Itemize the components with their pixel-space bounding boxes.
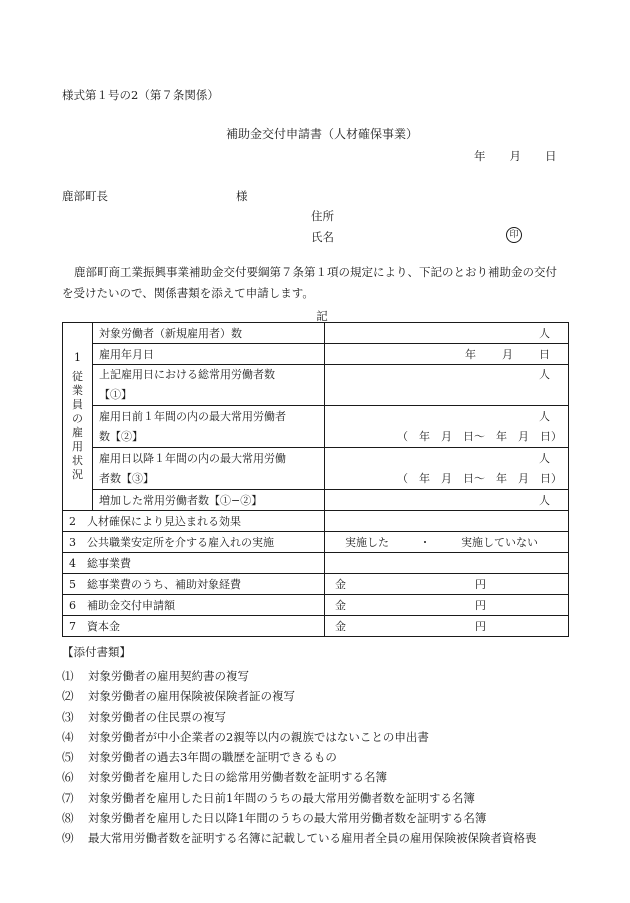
- section-label-char: 雇: [72, 426, 83, 439]
- list-item: [62, 828, 537, 848]
- value-cell[interactable]: [325, 532, 569, 553]
- row-label: [63, 595, 325, 616]
- list-item: [62, 767, 537, 787]
- row-label: [63, 553, 325, 574]
- row-label-text: 公共職業安定所を介する雇入れの実施: [87, 536, 274, 549]
- row-label-text: 資本金: [87, 620, 120, 633]
- list-item: [62, 707, 537, 727]
- row-number: 2: [69, 515, 76, 528]
- value-cell[interactable]: [325, 365, 569, 406]
- option-separator: ・: [419, 536, 431, 549]
- row-label: [63, 511, 325, 532]
- unit-label: 人: [539, 494, 550, 507]
- row-label: 対象労働者（新規雇用者）数: [93, 323, 325, 344]
- section-number: 1: [74, 351, 81, 364]
- item-number: ⑵: [62, 689, 74, 704]
- item-text: 対象労働者の過去3年間の職歴を証明できるもの: [88, 750, 337, 765]
- list-item: [62, 788, 537, 808]
- date-day: 日: [545, 149, 557, 163]
- section-label-char: 用: [72, 440, 83, 453]
- item-number: ⑴: [62, 669, 74, 683]
- value-cell[interactable]: [325, 616, 569, 637]
- addressee-honorific: 様: [236, 189, 248, 203]
- month-label: 月: [502, 348, 513, 361]
- date-month: 月: [509, 149, 521, 163]
- application-statement: 鹿部町商工業振興事業補助金交付要綱第７条第１項の規定により、下記のとおり補助金の交付を受けたいので、関係書類を添えて申請します。: [62, 265, 557, 300]
- item-text: 対象労働者を雇用した日以降1年間のうちの最大常用労働者数を証明する名簿: [88, 811, 487, 826]
- name-label: 氏名: [311, 230, 334, 244]
- year-label: 年: [465, 348, 476, 361]
- row-number: 4: [69, 557, 76, 570]
- date-year: 年: [474, 149, 486, 163]
- row-number: 3: [69, 536, 76, 549]
- value-cell[interactable]: [325, 511, 569, 532]
- value-cell[interactable]: [325, 595, 569, 616]
- row-label: [63, 616, 325, 637]
- unit-label: 人: [539, 327, 550, 340]
- section-label-char: の: [72, 412, 83, 425]
- period-label: （ 年 月 日〜 年 月 日）: [397, 471, 562, 485]
- item-text: 対象労働者を雇用した日前1年間のうちの最大常用労働者数を証明する名簿: [88, 790, 475, 805]
- section-label-char: 業: [72, 384, 83, 397]
- row-label: [63, 574, 325, 595]
- application-table: [62, 322, 569, 637]
- row-label-line: 雇用日以降１年間の内の最大常用労働: [99, 451, 286, 465]
- row-number: 7: [69, 620, 76, 633]
- option-not-implemented[interactable]: 実施していない: [461, 536, 538, 549]
- row-label: [93, 406, 325, 448]
- currency-prefix: 金: [335, 599, 346, 612]
- section-label-char: 員: [72, 398, 83, 411]
- list-item: [62, 666, 537, 686]
- item-number: ⑸: [62, 750, 74, 765]
- list-item: [62, 747, 537, 767]
- item-number: ⑻: [62, 811, 74, 826]
- value-cell[interactable]: [325, 344, 569, 365]
- row-label-line: 数【②】: [99, 429, 143, 443]
- item-text: 対象労働者を雇用した日の総常用労働者数を証明する名簿: [88, 770, 387, 785]
- day-label: 日: [539, 348, 550, 361]
- row-label-text: 人材確保により見込まれる効果: [87, 515, 241, 528]
- item-text: 対象労働者の住民票の複写: [88, 709, 226, 724]
- seal-mark: 印: [506, 227, 522, 243]
- unit-label: 人: [539, 451, 550, 465]
- row-label: [63, 532, 325, 553]
- section-label-char: 状: [72, 454, 83, 467]
- row-label-text: 総事業費: [87, 557, 131, 570]
- section-label-char: 従: [72, 370, 83, 383]
- section-employment-status: [63, 323, 93, 511]
- item-number: ⑷: [62, 729, 74, 744]
- address-label: 住所: [311, 209, 334, 223]
- value-cell[interactable]: [325, 406, 569, 448]
- item-number: ⑹: [62, 770, 74, 785]
- row-number: 5: [69, 578, 76, 591]
- row-label: [93, 448, 325, 490]
- date-fields: [465, 346, 550, 362]
- row-label-text: 総事業費のうち、補助対象経費: [87, 578, 241, 591]
- document-title: 補助金交付申請書（人材確保事業）: [225, 127, 418, 141]
- item-number: ⑼: [62, 831, 74, 846]
- attachments-title: 【添付書類】: [62, 645, 131, 659]
- list-item: [62, 727, 537, 747]
- application-date: [474, 148, 557, 164]
- row-label-line: 者数【③】: [99, 471, 154, 485]
- row-label-line: 上記雇用日における総常用労働者数: [99, 368, 275, 381]
- row-label: 増加した常用労働者数【①−②】: [93, 490, 325, 511]
- unit-label: 人: [539, 409, 550, 423]
- option-implemented[interactable]: 実施した: [345, 536, 389, 549]
- row-label-text: 補助金交付申請額: [87, 599, 175, 612]
- item-text: 対象労働者が中小企業者の2親等以内の親族ではないことの申出書: [88, 729, 429, 744]
- value-cell[interactable]: [325, 574, 569, 595]
- item-text: 最大常用労働者数を証明する名簿に記載している雇用者全員の雇用保険被保険者資格喪: [88, 831, 537, 846]
- currency-prefix: 金: [335, 620, 346, 633]
- ki-heading: 記: [316, 309, 328, 323]
- row-number: 6: [69, 599, 76, 612]
- value-cell[interactable]: [325, 323, 569, 344]
- form-number: 様式第１号の2（第７条関係）: [62, 88, 219, 102]
- period-label: （ 年 月 日〜 年 月 日）: [397, 429, 562, 443]
- item-number: ⑶: [62, 709, 74, 724]
- item-number: ⑺: [62, 790, 74, 805]
- yen-unit: 円: [475, 599, 486, 612]
- value-cell[interactable]: [325, 553, 569, 574]
- yen-unit: 円: [475, 578, 486, 591]
- row-label: [93, 365, 325, 406]
- item-text: 対象労働者の雇用契約書の複写: [88, 669, 249, 683]
- unit-label: 人: [539, 368, 550, 381]
- row-label-line: 【①】: [99, 388, 132, 401]
- list-item: [62, 686, 537, 706]
- row-label: 雇用年月日: [93, 344, 325, 365]
- addressee-name: 鹿部町長: [62, 189, 108, 203]
- item-text: 対象労働者の雇用保険被保険者証の複写: [88, 689, 295, 704]
- yen-unit: 円: [475, 620, 486, 633]
- list-item: [62, 808, 537, 828]
- currency-prefix: 金: [335, 578, 346, 591]
- attachments-list: [62, 666, 537, 849]
- section-label-char: 況: [72, 468, 83, 481]
- row-label-line: 雇用日前１年間の内の最大常用労働者: [99, 409, 286, 423]
- value-cell[interactable]: [325, 448, 569, 490]
- value-cell[interactable]: [325, 490, 569, 511]
